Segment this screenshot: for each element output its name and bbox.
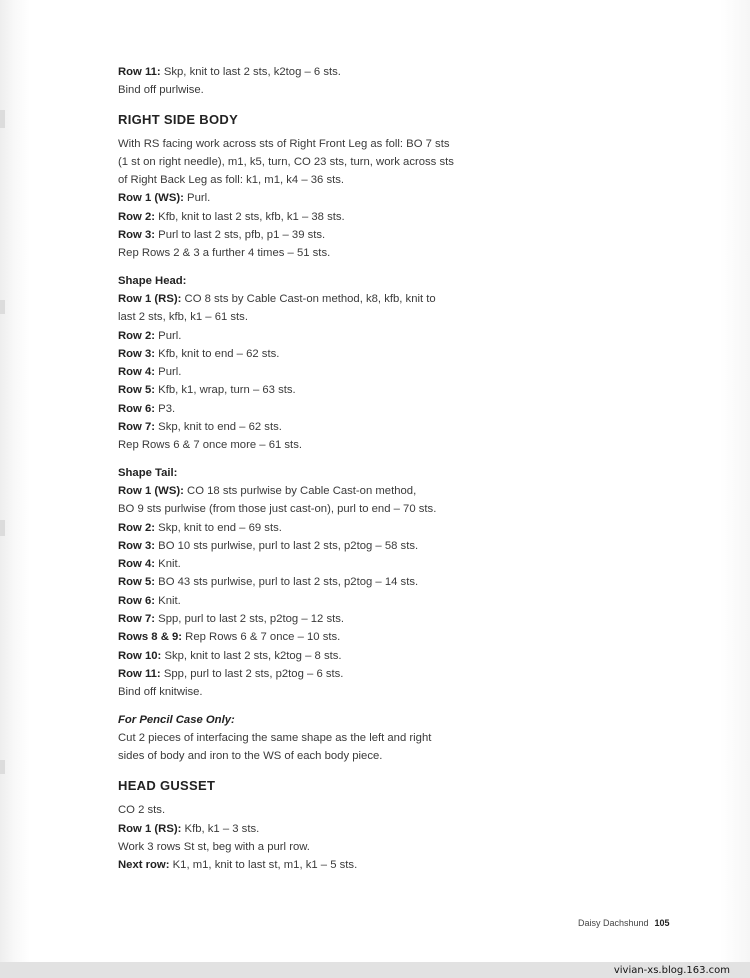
row-text: Knit.: [155, 558, 181, 571]
row-label: Row 11:: [118, 667, 161, 680]
row-text: BO 9 sts purlwise (from those just cast-on), purl to end – 70 sts.: [118, 503, 437, 516]
row-text: Rep Rows 2 & 3 a further 4 times – 51 sts.: [118, 247, 331, 260]
pattern-line: [118, 208, 498, 226]
row-text: Skp, knit to end – 69 sts.: [155, 521, 282, 534]
pattern-line: [118, 555, 498, 573]
row-label: Row 5:: [118, 384, 156, 397]
row-label: Row 7:: [118, 613, 156, 626]
pattern-line: [118, 290, 498, 308]
pattern-line: [118, 628, 498, 646]
section-heading-head-gusset: HEAD GUSSET: [118, 778, 216, 794]
pattern-line: [118, 381, 498, 399]
row-label: Row 2:: [118, 210, 156, 223]
section-heading-shape-tail: Shape Tail:: [118, 466, 178, 479]
shape-tail-section: [118, 482, 498, 702]
row-text: Skp, knit to end – 62 sts.: [155, 421, 282, 434]
row-text: Rep Rows 6 & 7 once more – 61 sts.: [118, 439, 302, 452]
page-edge-mark: [0, 110, 5, 128]
row-text: Kfb, k1 – 3 sts.: [181, 822, 260, 835]
row-text: (1 st on right needle), m1, k5, turn, CO 23 sts, turn, work across sts: [118, 155, 454, 168]
pattern-line: [118, 226, 498, 244]
pattern-line: [118, 856, 498, 874]
pattern-line: [118, 63, 498, 81]
row-label: Row 3:: [118, 539, 156, 552]
right-side-body-section: [118, 135, 498, 263]
row-label: Row 4:: [118, 366, 156, 379]
row-label: Row 6:: [118, 402, 156, 415]
pattern-line: [118, 573, 498, 591]
page-number: 105: [654, 918, 670, 928]
row-text: CO 2 sts.: [118, 804, 166, 817]
row-text: Skp, knit to last 2 sts, k2tog – 6 sts.: [160, 66, 341, 78]
intro-section: [118, 63, 498, 100]
pattern-line: [118, 647, 498, 665]
row-label: Row 6:: [118, 594, 156, 607]
row-text: Purl to last 2 sts, pfb, p1 – 39 sts.: [155, 229, 326, 242]
pattern-line: [118, 838, 498, 856]
row-text: BO 43 sts purlwise, purl to last 2 sts, p2tog – 14 sts.: [155, 576, 419, 589]
pattern-line: [118, 592, 498, 610]
row-text: Bind off purlwise.: [118, 84, 204, 97]
row-text: last 2 sts, kfb, k1 – 61 sts.: [118, 311, 248, 324]
pattern-line: [118, 153, 498, 171]
row-label: Row 4:: [118, 558, 156, 571]
row-label: Row 10:: [118, 649, 162, 662]
row-text: Purl.: [155, 329, 182, 342]
section-heading-pencil-case: For Pencil Case Only:: [118, 713, 235, 726]
pattern-line: [118, 500, 498, 518]
row-label: Row 3:: [118, 229, 156, 242]
pattern-line: [118, 400, 498, 418]
page-edge-mark: [0, 300, 5, 314]
pattern-line: [118, 801, 498, 819]
row-text: sides of body and iron to the WS of each body piece.: [118, 750, 383, 763]
section-heading-shape-head: Shape Head:: [118, 274, 187, 287]
pattern-line: [118, 537, 498, 555]
watermark-text: vivian-xs.blog.163.com: [613, 965, 730, 976]
row-text: of Right Back Leg as foll: k1, m1, k4 – 36 sts.: [118, 174, 345, 187]
pattern-line: [118, 418, 498, 436]
row-text: Work 3 rows St st, beg with a purl row.: [118, 840, 310, 853]
pattern-line: [118, 683, 498, 701]
row-text: Kfb, knit to last 2 sts, kfb, k1 – 38 sts.: [155, 210, 345, 223]
row-label: Row 2:: [118, 521, 156, 534]
footer-title: Daisy Dachshund: [578, 918, 649, 928]
pattern-line: [118, 308, 498, 326]
shape-head-section: [118, 290, 498, 455]
pattern-line: [118, 665, 498, 683]
row-label: Row 1 (WS):: [118, 192, 184, 205]
row-text: Rep Rows 6 & 7 once – 10 sts.: [182, 631, 341, 644]
row-text: Spp, purl to last 2 sts, p2tog – 6 sts.: [160, 667, 344, 680]
pattern-line: [118, 171, 498, 189]
row-text: Spp, purl to last 2 sts, p2tog – 12 sts.: [155, 613, 345, 626]
row-text: BO 10 sts purlwise, purl to last 2 sts, p2tog – 58 sts.: [155, 539, 419, 552]
pattern-line: [118, 519, 498, 537]
pattern-line: [118, 244, 498, 262]
row-text: With RS facing work across sts of Right Front Leg as foll: BO 7 sts: [118, 137, 450, 150]
row-text: CO 8 sts by Cable Cast-on method, k8, kfb, knit to: [181, 292, 436, 305]
pattern-line: [118, 345, 498, 363]
pattern-line: [118, 135, 498, 153]
row-text: P3.: [155, 402, 176, 415]
pattern-line: [118, 436, 498, 454]
row-text: Skp, knit to last 2 sts, k2tog – 8 sts.: [161, 649, 342, 662]
row-label: Next row:: [118, 859, 170, 872]
page-footer: [578, 918, 670, 928]
row-label: Row 1 (RS):: [118, 822, 182, 835]
pattern-line: [118, 610, 498, 628]
pattern-line: [118, 363, 498, 381]
pencil-case-section: [118, 729, 498, 766]
row-text: Knit.: [155, 594, 181, 607]
section-heading-right-side-body: RIGHT SIDE BODY: [118, 111, 239, 127]
row-label: Row 1 (WS):: [118, 484, 184, 497]
pattern-line: [118, 482, 498, 500]
pattern-line: [118, 820, 498, 838]
row-text: Kfb, knit to end – 62 sts.: [155, 347, 280, 360]
row-label: Row 2:: [118, 329, 156, 342]
pattern-line: [118, 747, 498, 765]
row-label: Row 3:: [118, 347, 156, 360]
pattern-line: [118, 729, 498, 747]
row-label: Row 5:: [118, 576, 156, 589]
row-text: Cut 2 pieces of interfacing the same shape as the left and right: [118, 731, 432, 744]
row-text: Purl.: [155, 366, 182, 379]
row-text: Kfb, k1, wrap, turn – 63 sts.: [155, 384, 296, 397]
row-text: Bind off knitwise.: [118, 686, 203, 699]
pattern-line: [118, 189, 498, 207]
row-label: Rows 8 & 9:: [118, 631, 183, 644]
row-label: Row 11:: [118, 66, 161, 78]
pattern-line: [118, 81, 498, 99]
row-label: Row 1 (RS):: [118, 292, 182, 305]
page-edge-mark: [0, 520, 5, 536]
page-edge-mark: [0, 760, 5, 774]
row-text: Purl.: [183, 192, 211, 205]
row-label: Row 7:: [118, 421, 156, 434]
head-gusset-section: [118, 801, 498, 874]
row-text: CO 18 sts purlwise by Cable Cast-on method,: [183, 484, 417, 497]
pattern-line: [118, 327, 498, 345]
row-text: K1, m1, knit to last st, m1, k1 – 5 sts.: [169, 859, 358, 872]
pattern-text: [118, 63, 498, 875]
